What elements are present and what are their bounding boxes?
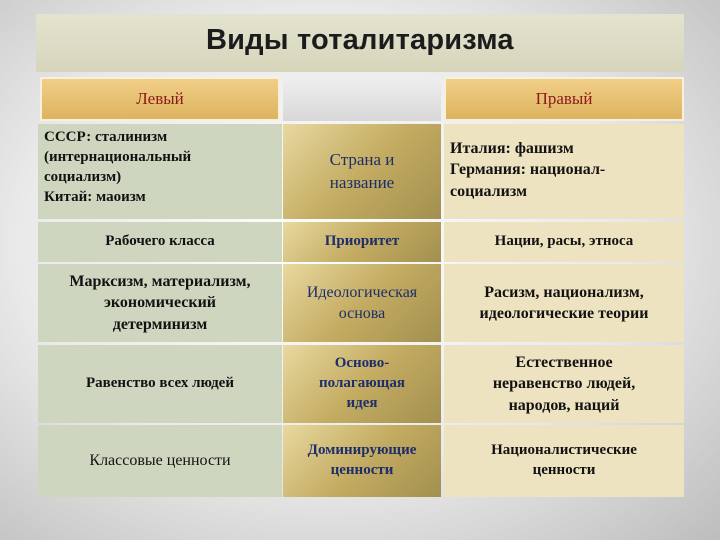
title-bar <box>36 14 684 72</box>
row1-left: СССР: сталинизм (интернациональный социализм) Китай: маоизм <box>38 124 282 219</box>
header-right-label: Правый <box>535 88 593 108</box>
slide-title: Виды тоталитаризма <box>206 24 514 56</box>
row4-right: Естественное неравенство людей, народов, наций <box>444 345 684 423</box>
header-left <box>40 77 280 121</box>
row3-right: Расизм, национализм, идеологические теории <box>444 264 684 342</box>
row3-left: Марксизм, материализм, экономический детерминизм <box>38 264 282 342</box>
row2-left: Рабочего класса <box>38 222 282 262</box>
row2-right: Нации, расы, этноса <box>444 222 684 262</box>
header-left-label: Левый <box>136 88 184 108</box>
row2-mid: Приоритет <box>283 222 441 262</box>
row1-right: Италия: фашизм Германия: национал- социализм <box>444 124 684 219</box>
header-middle-blank <box>283 77 441 121</box>
row5-left: Классовые ценности <box>38 425 282 497</box>
row4-mid: Осново- полагающая идея <box>283 345 441 423</box>
row3-mid: Идеологическая основа <box>283 264 441 342</box>
row5-right: Националистические ценности <box>444 425 684 497</box>
row4-left: Равенство всех людей <box>38 345 282 423</box>
row5-mid: Доминирующие ценности <box>283 425 441 497</box>
row1-mid: Страна и название <box>283 124 441 219</box>
header-right <box>444 77 684 121</box>
